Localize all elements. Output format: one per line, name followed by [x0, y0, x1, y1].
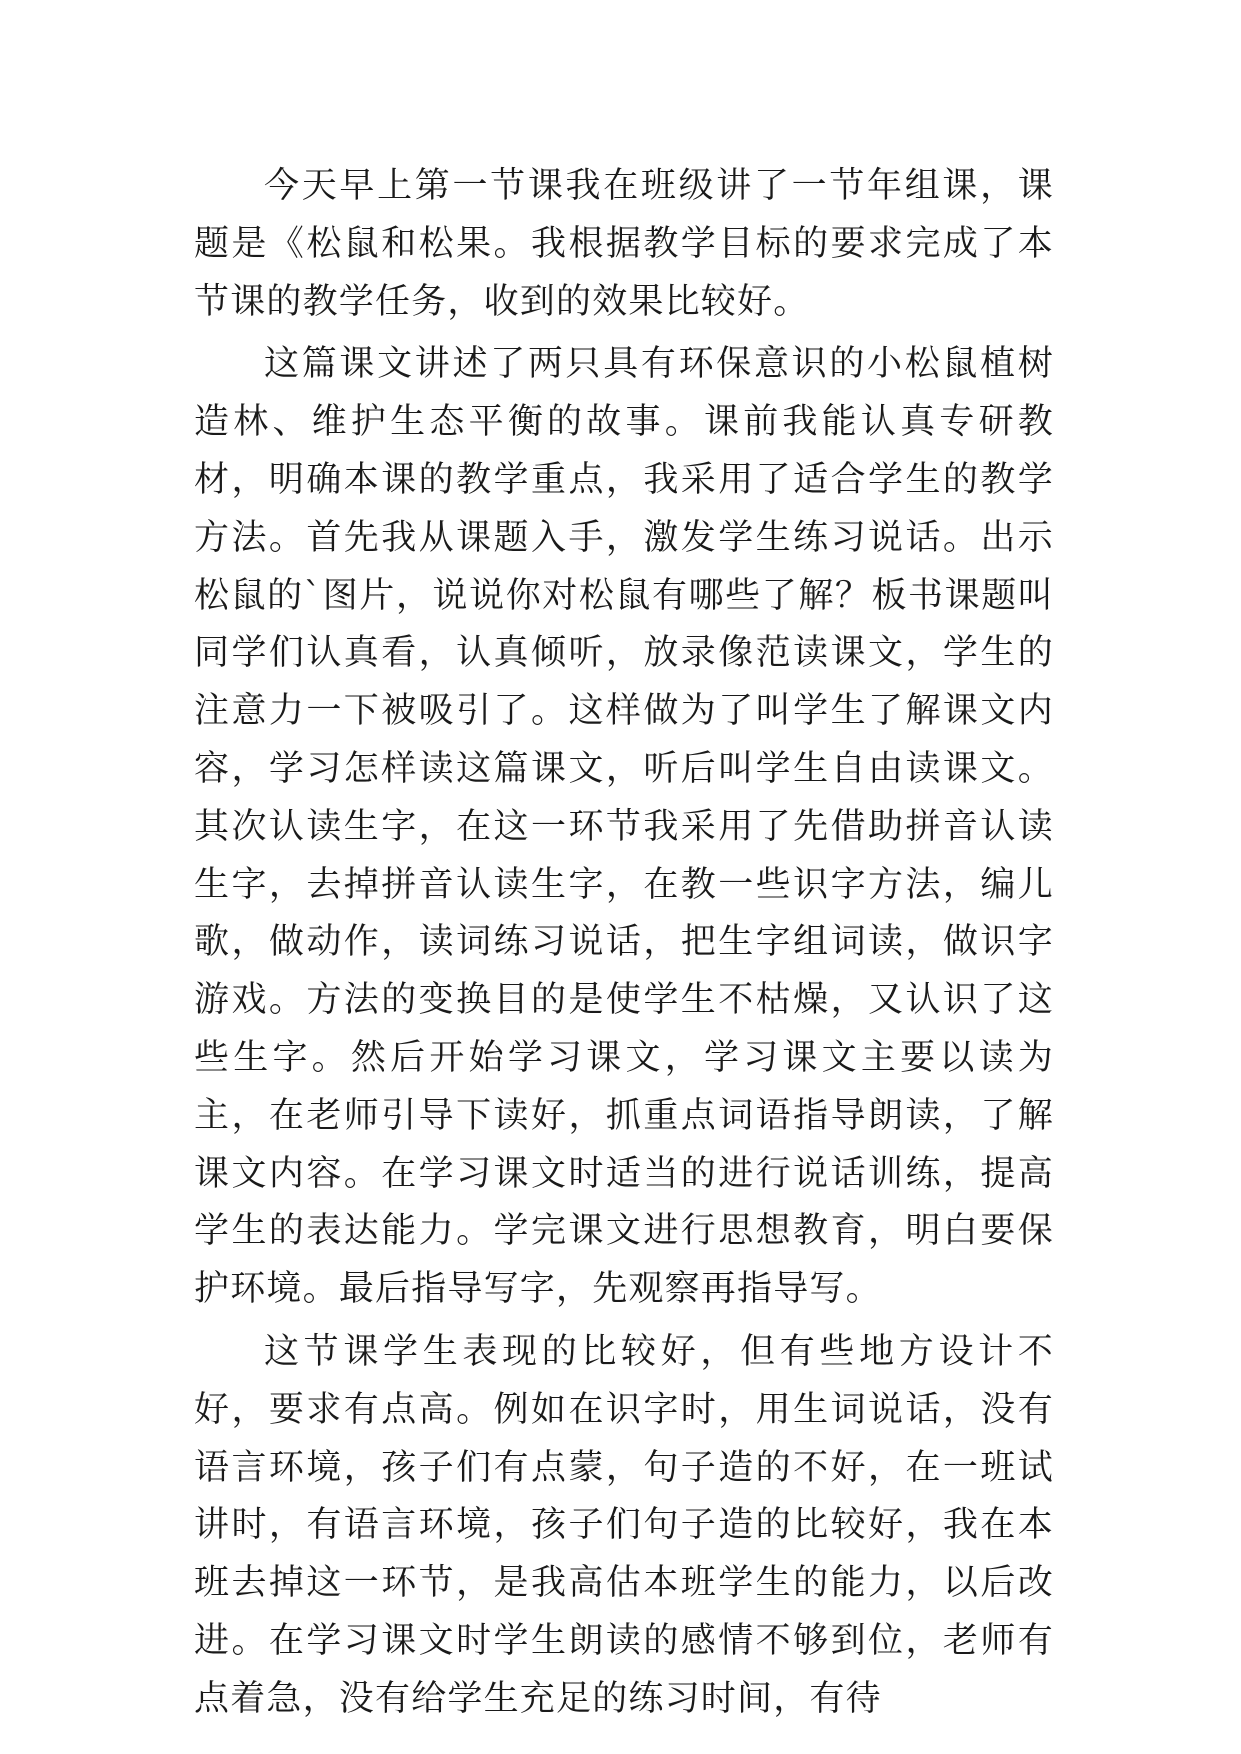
- paragraph-reflection: 这节课学生表现的比较好，但有些地方设计不好，要求有点高。例如在识字时，用生词说话，没有语言环境，孩子们有点蒙，句子造的不好，在一班试讲时，有语言环境，孩子们句子造的比较好，我在本班去掉这一环节，是我高估本班学生的能力，以后改进。在学习课文时学生朗读的感情不够到位，老师有点着急，没有给学生充足的练习时间，有待: [194, 1331, 1054, 1719]
- document-body: [194, 158, 1054, 1729]
- paragraph-lesson-process: 这篇课文讲述了两只具有环保意识的小松鼠植树造林、维护生态平衡的故事。课前我能认真专研教材，明确本课的教学重点，我采用了适合学生的教学方法。首先我从课题入手，激发学生练习说话。出示松鼠的`图片，说说你对松鼠有哪些了解？板书课题叫同学们认真看，认真倾听，放录像范读课文，学生的注意力一下被吸引了。这样做为了叫学生了解课文内容，学习怎样读这篇课文，听后叫学生自由读课文。其次认读生字，在这一环节我采用了先借助拼音认读生字，去掉拼音认读生字，在教一些识字方法，编儿歌，做动作，读词练习说话，把生字组词读，做识字游戏。方法的变换目的是使学生不枯燥，又认识了这些生字。然后开始学习课文，学习课文主要以读为主，在老师引导下读好，抓重点词语指导朗读，了解课文内容。在学习课文时适当的进行说话训练，提高学生的表达能力。学完课文进行思想教育，明白要保护环境。最后指导写字，先观察再指导写。: [194, 344, 1054, 1310]
- paragraph-intro: 今天早上第一节课我在班级讲了一节年组课，课题是《松鼠和松果。我根据教学目标的要求完成了本节课的教学任务，收到的效果比较好。: [194, 166, 1054, 322]
